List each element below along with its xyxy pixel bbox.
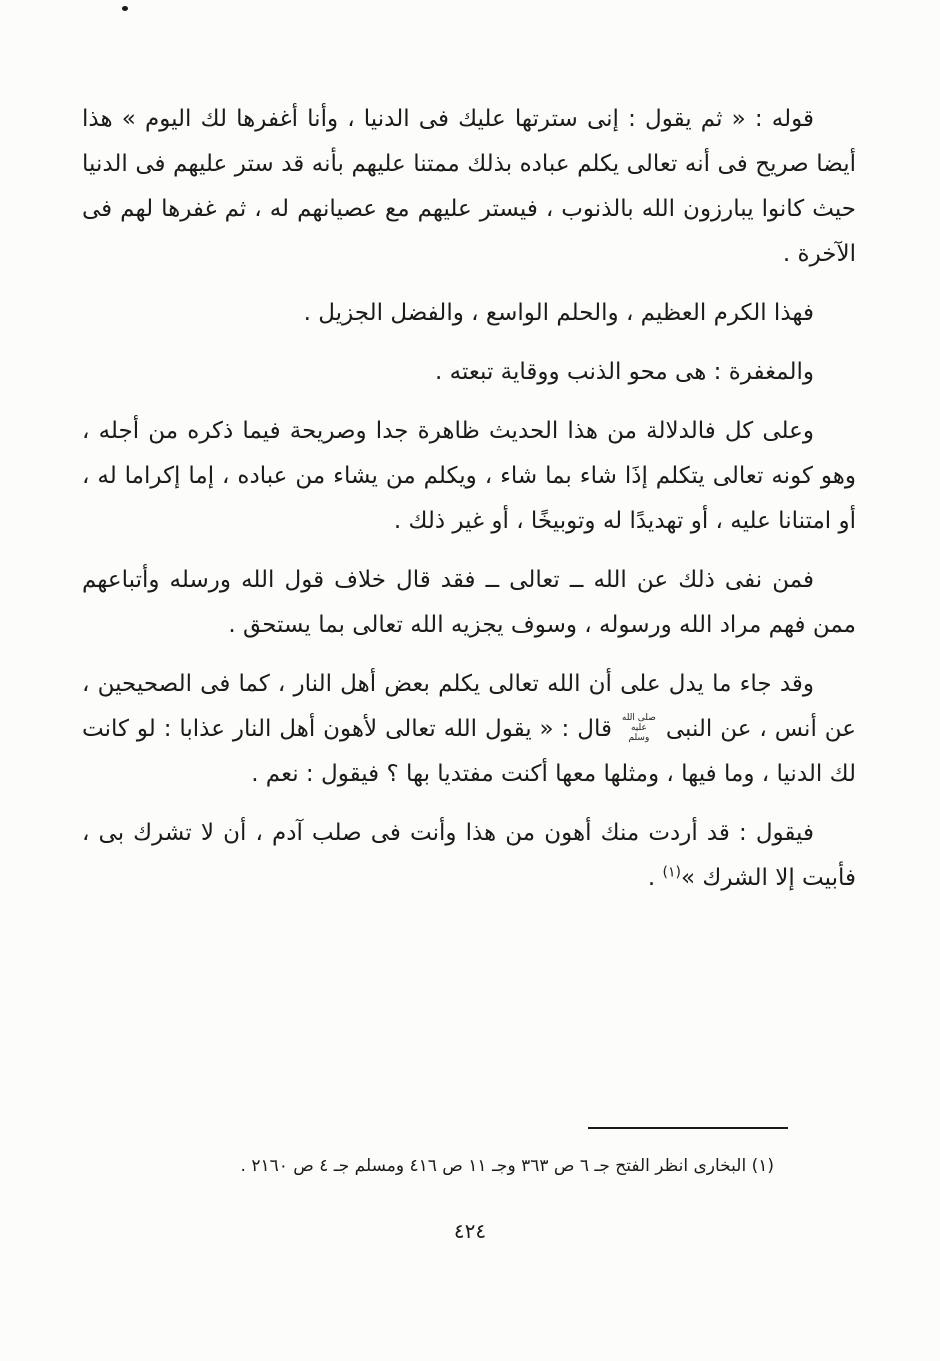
paragraph-6-text: وقد جاء ما يدل على أن الله تعالى يكلم بعض أهل النار ، كما فى الصحيحين ، عن أنس ، عن النبى: [82, 671, 857, 742]
paragraph-1: قوله : « ثم يقول : إنى سترتها عليك فى الدنيا ، وأنا أغفرها لك اليوم » هذا أيضا صريح فى أنه تعالى يكلم عباده بذلك ممتنا عليهم بأنه قد ستر عليهم فى الدنيا حيث كانوا يبارزون الله بالذنوب ، فيستر عليهم مع عصيانهم له ، ثم غفرها لهم فى الآخرة .: [82, 106, 856, 267]
paragraph-6: [82, 662, 856, 797]
paragraph-7: [82, 811, 856, 901]
paragraph-5: فمن نفى ذلك عن الله ــ تعالى ــ فقد قال خلاف قول الله ورسله وأتباعهم ممن فهم مراد الله ورسوله ، وسوف يجزيه الله تعالى بما يستحق .: [82, 567, 856, 638]
scan-speck: [122, 6, 128, 11]
paragraph-3: والمغفرة : هى محو الذنب ووقاية تبعته .: [435, 359, 814, 385]
body-text: [82, 97, 856, 901]
prophet-honorific-mark: صلى الله عليه وسلم: [621, 713, 656, 743]
footnote-marker: (١): [662, 864, 681, 881]
footnote: (١) البخارى انظر الفتح جـ ٦ ص ٣٦٣ وجـ ١١ ص ٤١٦ ومسلم جـ ٤ ص ٢١٦٠ .: [240, 1156, 774, 1176]
paragraph-2: فهذا الكرم العظيم ، والحلم الواسع ، والفضل الجزيل .: [303, 300, 814, 326]
paragraph-6-continued: قال : « يقول الله تعالى لأهون أهل النار عذابا : لو كانت لك الدنيا ، وما فيها ، ومثلها معها أكنت مفتديا بها ؟ فيقول : نعم .: [82, 716, 856, 787]
paragraph-7-text: فيقول : قد أردت منك أهون من هذا وأنت فى صلب آدم ، أن لا تشرك بى ، فأبيت إلا الشرك »: [82, 820, 856, 891]
footnote-separator: [588, 1127, 788, 1129]
page-number: ٤٢٤: [453, 1219, 487, 1243]
paragraph-4: وعلى كل فالدلالة من هذا الحديث ظاهرة جدا وصريحة فيما ذكره من أجله ، وهو كونه تعالى يتكلم إذَا شاء بما شاء ، ويكلم من يشاء من عباده ، إما إكراما له ، أو امتنانا عليه ، أو تهديدًا له وتوبيخًا ، أو غير ذلك .: [82, 418, 856, 534]
paragraph-7-closing: .: [647, 865, 663, 891]
